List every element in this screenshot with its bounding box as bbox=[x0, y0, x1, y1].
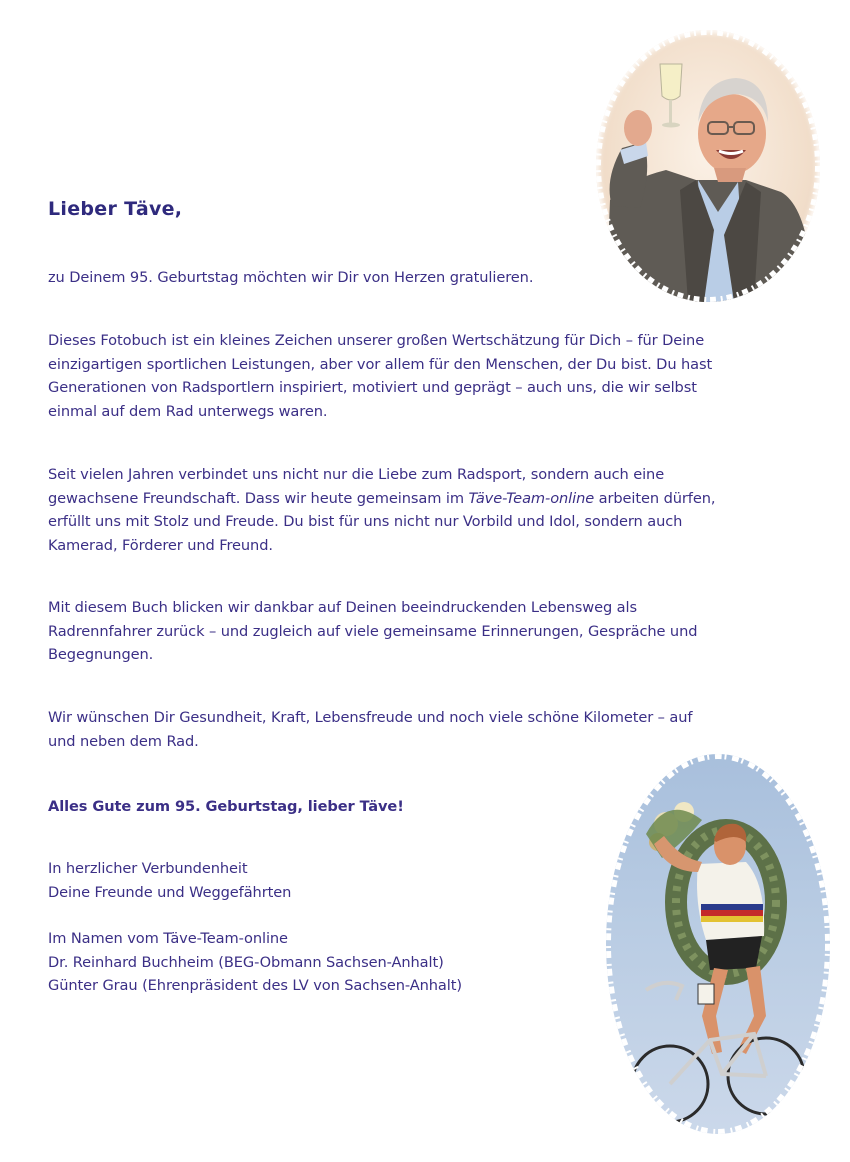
text-line: Generationen von Radsportlern inspiriert, motiviert und geprägt – auch uns, die wir selbst bbox=[48, 379, 697, 396]
text-line: einmal auf dem Rad unterwegs waren. bbox=[48, 402, 328, 420]
photo-toast bbox=[596, 30, 820, 302]
paragraph-fotobuch bbox=[48, 329, 712, 423]
text-line: Dieses Fotobuch ist ein kleines Zeichen unserer großen Wertschätzung für Dich – für Deine bbox=[48, 332, 705, 349]
text-fragment: gewachsene Freundschaft. Dass wir heute gemeinsam im bbox=[48, 489, 469, 507]
closing-line: Deine Freunde und Weggefährten bbox=[48, 883, 292, 901]
text-line: und neben dem Rad. bbox=[48, 732, 199, 750]
toast-illustration bbox=[596, 30, 820, 302]
text-fragment: arbeiten dürfen, bbox=[594, 489, 716, 507]
signature-line: Im Namen vom Täve-Team-online bbox=[48, 930, 288, 947]
greeting-heading: Lieber Täve, bbox=[48, 198, 183, 220]
cyclist-illustration bbox=[606, 754, 830, 1134]
closing-block bbox=[48, 857, 291, 904]
paragraph-congratulation: zu Deinem 95. Geburtstag möchten wir Dir von Herzen gratulieren. bbox=[48, 269, 534, 286]
text-line: Kamerad, Förderer und Freund. bbox=[48, 536, 273, 554]
text-line: Radrennfahrer zurück – und zugleich auf viele gemeinsame Erinnerungen, Gespräche und bbox=[48, 622, 698, 640]
birthday-wish: Alles Gute zum 95. Geburtstag, lieber Täve! bbox=[48, 798, 404, 815]
signature-line: Günter Grau (Ehrenpräsident des LV von Sachsen-Anhalt) bbox=[48, 977, 462, 994]
team-name-emphasis: Täve-Team-online bbox=[468, 489, 595, 507]
paragraph-freundschaft bbox=[48, 463, 715, 557]
paragraph-wuensche bbox=[48, 706, 692, 753]
text-line bbox=[48, 487, 715, 511]
signature-line: Dr. Reinhard Buchheim (BEG-Obmann Sachsen-Anhalt) bbox=[48, 953, 444, 971]
text-line: Wir wünschen Dir Gesundheit, Kraft, Lebensfreude und noch viele schöne Kilometer – auf bbox=[48, 709, 693, 726]
photo-cyclist bbox=[606, 754, 830, 1134]
text-line: Seit vielen Jahren verbindet uns nicht nur die Liebe zum Radsport, sondern auch eine bbox=[48, 466, 665, 483]
closing-line: In herzlicher Verbundenheit bbox=[48, 860, 248, 877]
paragraph-lebensweg bbox=[48, 596, 697, 667]
text-line: Mit diesem Buch blicken wir dankbar auf Deinen beeindruckenden Lebensweg als bbox=[48, 599, 637, 616]
text-line: Begegnungen. bbox=[48, 646, 154, 663]
text-line: einzigartigen sportlichen Leistungen, aber vor allem für den Menschen, der Du bist. Du hast bbox=[48, 355, 713, 373]
signature-block bbox=[48, 927, 462, 998]
text-line: erfüllt uns mit Stolz und Freude. Du bist für uns nicht nur Vorbild und Idol, sondern auch bbox=[48, 513, 683, 530]
